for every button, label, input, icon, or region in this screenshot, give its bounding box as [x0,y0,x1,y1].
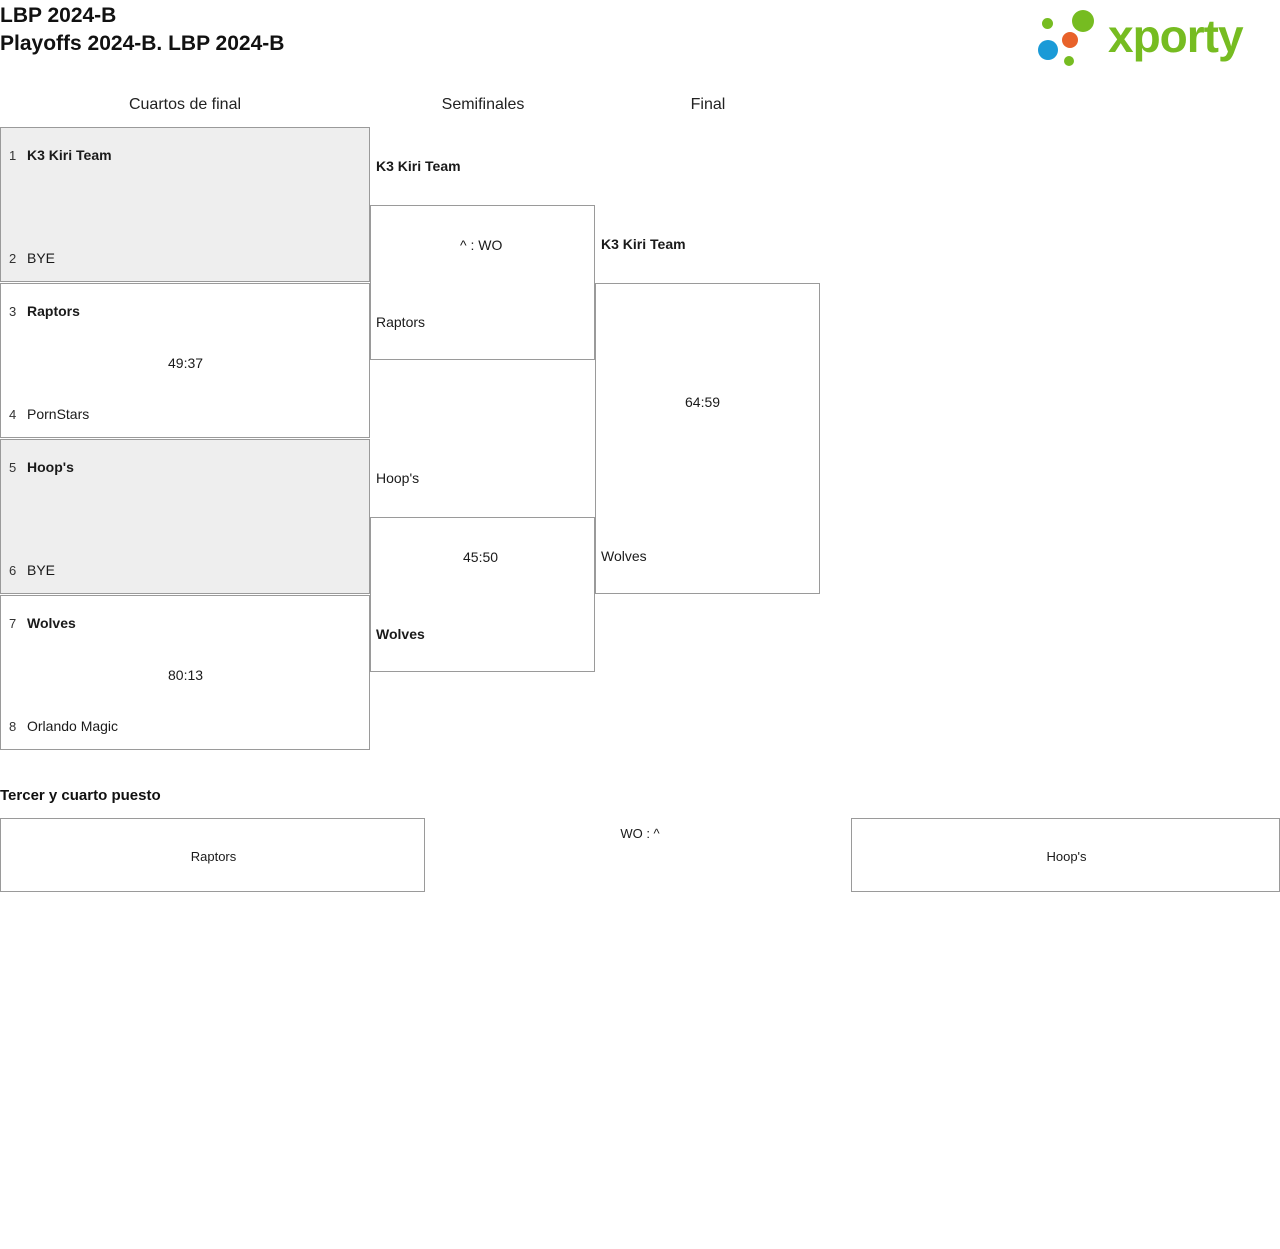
team-name: Raptors [27,303,80,319]
semifinal-2-team-bottom: Wolves [376,626,425,642]
match-quarterfinal-3[interactable] [0,439,370,594]
match-score: 45:50 [463,549,499,565]
match-quarterfinal-4[interactable] [0,595,370,750]
seed-number: 4 [9,407,17,422]
page-title [0,2,900,58]
third-place-left-box[interactable] [0,818,425,892]
round-label-quarterfinals: Cuartos de final [128,96,242,113]
seed-number: 3 [9,304,17,319]
logo-dot-blue [1038,40,1058,60]
team-name: BYE [27,250,56,266]
third-place-team-left: Raptors [190,849,237,864]
third-place-right-box[interactable] [851,818,1280,892]
seed-number: 1 [9,148,17,163]
seed-number: 5 [9,460,17,475]
logo-dot-green-mid [1064,56,1074,66]
xporty-logo [1032,6,1272,68]
logo-dot-green-small [1042,18,1053,29]
semifinal-2-team-top: Hoop's [376,470,420,486]
match-quarterfinal-1[interactable] [0,127,370,282]
round-label-semifinals: Semifinales [441,96,525,113]
seed-number: 6 [9,563,17,578]
final-team-bottom: Wolves [601,548,647,564]
brand-wordmark: xporty [1108,10,1243,62]
title-line-2: Playoffs 2024-B. LBP 2024-B [0,32,285,55]
team-name: PornStars [27,406,90,422]
semifinal-1-team-bottom: Raptors [376,314,426,330]
team-name: Orlando Magic [27,718,119,734]
seed-number: 2 [9,251,17,266]
third-place-score: WO : ^ [620,826,660,841]
round-label-final: Final [690,96,726,113]
team-name: BYE [27,562,56,578]
team-name: K3 Kiri Team [27,147,112,163]
seed-number: 7 [9,616,17,631]
match-semifinal-1[interactable] [370,205,595,360]
match-score: ^ : WO [460,237,503,253]
third-place-team-right: Hoop's [1046,849,1087,864]
team-name: Wolves [27,615,76,631]
semifinal-1-team-top: K3 Kiri Team [376,158,461,174]
team-name: Hoop's [27,459,74,475]
match-score: 64:59 [685,394,721,410]
title-line-1: LBP 2024-B [0,4,117,27]
logo-dot-orange [1062,32,1078,48]
match-score: 80:13 [168,667,204,683]
match-score: 49:37 [168,355,204,371]
match-quarterfinal-2[interactable] [0,283,370,438]
seed-number: 8 [9,719,17,734]
logo-dot-green-large [1072,10,1094,32]
final-team-top: K3 Kiri Team [601,236,686,252]
match-semifinal-2[interactable] [370,517,595,672]
third-place-title: Tercer y cuarto puesto [0,787,161,804]
